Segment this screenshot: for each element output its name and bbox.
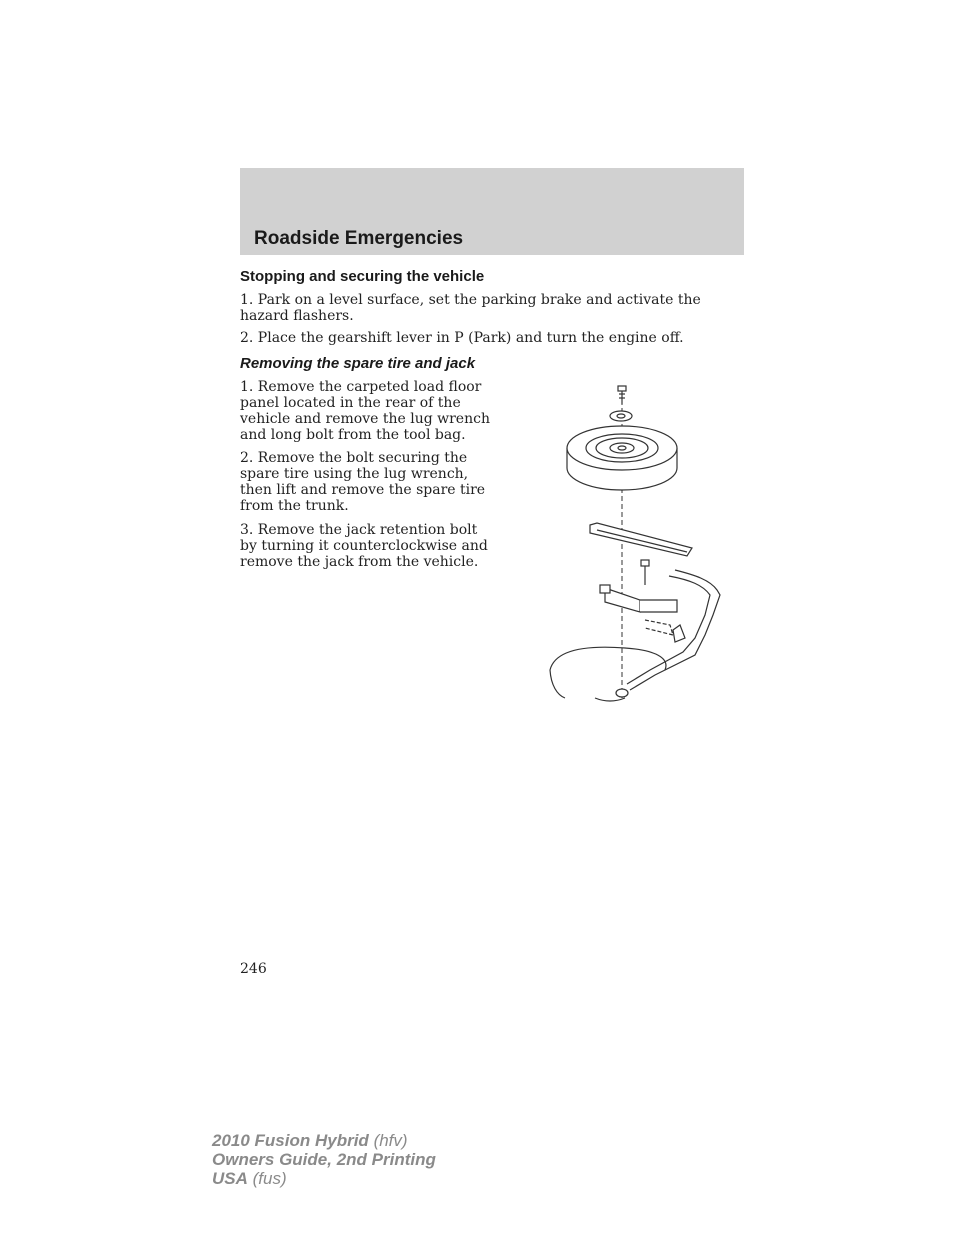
footer-model: 2010 Fusion Hybrid	[212, 1131, 369, 1150]
footer-publication-info	[212, 1131, 436, 1188]
footer-line-3	[212, 1169, 436, 1188]
spare-tire-jack-illustration	[545, 380, 730, 705]
footer-market-code: (fus)	[252, 1169, 287, 1188]
step-park-level: 1. Park on a level surface, set the parking brake and activate the hazard flashers.	[240, 292, 701, 324]
spare-tire-icon	[567, 426, 677, 490]
bolt-icon	[618, 386, 626, 404]
step-remove-jack: 3. Remove the jack retention bolt by turning it counterclockwise and remove the jack from the vehicle.	[240, 522, 488, 570]
footer-model-code: (hfv)	[373, 1131, 408, 1150]
step-remove-floor-panel: 1. Remove the carpeted load floor panel located in the rear of the vehicle and remove the lug wrench and long bolt from the tool bag.	[240, 379, 490, 443]
trunk-well-icon	[550, 570, 720, 701]
step-gearshift-park: 2. Place the gearshift lever in P (Park) and turn the engine off.	[240, 330, 684, 346]
footer-line-1	[212, 1131, 436, 1150]
heading-removing-spare: Removing the spare tire and jack	[240, 355, 476, 372]
page-number: 246	[240, 961, 267, 977]
section-header-band	[240, 168, 744, 255]
footer-printing: Owners Guide, 2nd Printing	[212, 1150, 436, 1169]
footer-line-2	[212, 1150, 436, 1169]
footer-market: USA	[212, 1169, 248, 1188]
jack-icon	[600, 560, 685, 642]
floor-panel-icon	[590, 523, 692, 556]
step-remove-spare-bolt: 2. Remove the bolt securing the spare tire using the lug wrench, then lift and remove the spare tire from the trunk.	[240, 450, 486, 514]
washer-icon	[610, 411, 632, 421]
section-title: Roadside Emergencies	[254, 228, 464, 249]
heading-stopping-securing: Stopping and securing the vehicle	[240, 268, 485, 285]
